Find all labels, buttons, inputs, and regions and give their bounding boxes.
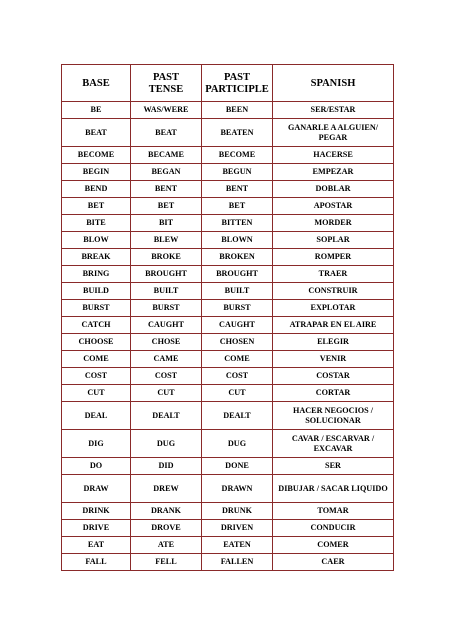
cell-spanish: VENIR (273, 351, 394, 368)
cell-spanish: EMPEZAR (273, 164, 394, 181)
cell-past-participle: BURST (202, 300, 273, 317)
table-row (62, 266, 394, 283)
cell-spanish: CORTAR (273, 385, 394, 402)
cell-spanish: COMER (273, 537, 394, 554)
cell-past-participle: EATEN (202, 537, 273, 554)
cell-past-tense: DEALT (131, 402, 202, 430)
cell-past-tense: BURST (131, 300, 202, 317)
cell-past-tense: WAS/WERE (131, 102, 202, 119)
cell-past-tense: BIT (131, 215, 202, 232)
table-row (62, 300, 394, 317)
table-row (62, 198, 394, 215)
column-header-spanish (273, 65, 394, 102)
cell-spanish: SOPLAR (273, 232, 394, 249)
cell-spanish: CONSTRUIR (273, 283, 394, 300)
cell-base: DEAL (62, 402, 131, 430)
cell-base: CATCH (62, 317, 131, 334)
cell-spanish: COSTAR (273, 368, 394, 385)
cell-past-participle: DRAWN (202, 475, 273, 503)
cell-past-participle: BEEN (202, 102, 273, 119)
table-row (62, 317, 394, 334)
cell-past-tense: BLEW (131, 232, 202, 249)
cell-past-participle: BEATEN (202, 119, 273, 147)
cell-past-participle: CAUGHT (202, 317, 273, 334)
cell-base: DRIVE (62, 520, 131, 537)
cell-spanish: TOMAR (273, 503, 394, 520)
cell-spanish: TRAER (273, 266, 394, 283)
cell-spanish: GANARLE A ALGUIEN/ PEGAR (273, 119, 394, 147)
cell-past-tense: BEAT (131, 119, 202, 147)
cell-past-tense: BEGAN (131, 164, 202, 181)
cell-base: FALL (62, 554, 131, 571)
cell-past-tense: COST (131, 368, 202, 385)
cell-spanish: CAER (273, 554, 394, 571)
irregular-verbs-table (61, 64, 394, 571)
cell-past-participle: BLOWN (202, 232, 273, 249)
table-row (62, 351, 394, 368)
cell-past-tense: CAUGHT (131, 317, 202, 334)
cell-past-participle: BEGUN (202, 164, 273, 181)
table-row (62, 430, 394, 458)
verb-table-container (61, 64, 394, 571)
column-header-past-participle (202, 65, 273, 102)
cell-spanish: DIBUJAR / SACAR LIQUIDO (273, 475, 394, 503)
cell-spanish: EXPLOTAR (273, 300, 394, 317)
cell-past-participle: DRUNK (202, 503, 273, 520)
table-header-row (62, 65, 394, 102)
cell-past-participle: CUT (202, 385, 273, 402)
header-text: PAST (152, 71, 180, 83)
table-row (62, 119, 394, 147)
cell-base: DRAW (62, 475, 131, 503)
cell-past-tense: DID (131, 458, 202, 475)
cell-spanish: ELEGIR (273, 334, 394, 351)
cell-past-tense: BECAME (131, 147, 202, 164)
cell-past-tense: DROVE (131, 520, 202, 537)
cell-past-participle: BUILT (202, 283, 273, 300)
cell-past-participle: FALLEN (202, 554, 273, 571)
cell-past-tense: ATE (131, 537, 202, 554)
cell-base: COME (62, 351, 131, 368)
cell-spanish: APOSTAR (273, 198, 394, 215)
cell-spanish: ROMPER (273, 249, 394, 266)
cell-past-tense: BUILT (131, 283, 202, 300)
column-header-base (62, 65, 131, 102)
table-row (62, 232, 394, 249)
cell-base: BE (62, 102, 131, 119)
cell-past-tense: CAME (131, 351, 202, 368)
cell-past-tense: BENT (131, 181, 202, 198)
cell-base: CUT (62, 385, 131, 402)
cell-past-tense: BROKE (131, 249, 202, 266)
cell-past-participle: CHOSEN (202, 334, 273, 351)
cell-past-participle: DEALT (202, 402, 273, 430)
cell-base: BURST (62, 300, 131, 317)
cell-spanish: SER (273, 458, 394, 475)
cell-past-participle: BENT (202, 181, 273, 198)
header-text: TENSE (148, 83, 184, 95)
table-row (62, 503, 394, 520)
header-text: PARTICIPLE (205, 83, 269, 95)
cell-base: COST (62, 368, 131, 385)
cell-spanish: ATRAPAR EN EL AIRE (273, 317, 394, 334)
table-row (62, 520, 394, 537)
cell-spanish: SER/ESTAR (273, 102, 394, 119)
table-row (62, 334, 394, 351)
cell-base: BUILD (62, 283, 131, 300)
cell-past-tense: BROUGHT (131, 266, 202, 283)
cell-past-participle: DRIVEN (202, 520, 273, 537)
cell-base: BRING (62, 266, 131, 283)
table-row (62, 181, 394, 198)
cell-past-participle: BROUGHT (202, 266, 273, 283)
column-header-past-tense (131, 65, 202, 102)
cell-base: CHOOSE (62, 334, 131, 351)
cell-past-participle: BET (202, 198, 273, 215)
cell-base: BITE (62, 215, 131, 232)
cell-past-tense: CUT (131, 385, 202, 402)
table-row (62, 249, 394, 266)
table-row (62, 537, 394, 554)
cell-past-tense: CHOSE (131, 334, 202, 351)
cell-spanish: MORDER (273, 215, 394, 232)
cell-past-tense: DREW (131, 475, 202, 503)
table-row (62, 147, 394, 164)
cell-spanish: CAVAR / ESCARVAR / EXCAVAR (273, 430, 394, 458)
cell-past-participle: BROKEN (202, 249, 273, 266)
cell-past-participle: BECOME (202, 147, 273, 164)
cell-base: BREAK (62, 249, 131, 266)
cell-past-participle: COME (202, 351, 273, 368)
cell-base: DRINK (62, 503, 131, 520)
cell-past-tense: FELL (131, 554, 202, 571)
cell-past-participle: DUG (202, 430, 273, 458)
cell-base: BEAT (62, 119, 131, 147)
cell-past-tense: DUG (131, 430, 202, 458)
table-row (62, 458, 394, 475)
table-row (62, 102, 394, 119)
cell-past-tense: DRANK (131, 503, 202, 520)
table-row (62, 368, 394, 385)
cell-spanish: DOBLAR (273, 181, 394, 198)
cell-base: BET (62, 198, 131, 215)
cell-base: BLOW (62, 232, 131, 249)
header-text: PAST (223, 71, 251, 83)
table-row (62, 215, 394, 232)
table-row (62, 554, 394, 571)
table-body (62, 102, 394, 571)
table-row (62, 385, 394, 402)
header-text: BASE (82, 77, 110, 89)
cell-base: EAT (62, 537, 131, 554)
table-row (62, 164, 394, 181)
header-text: SPANISH (310, 77, 356, 89)
cell-spanish: CONDUCIR (273, 520, 394, 537)
cell-base: BECOME (62, 147, 131, 164)
table-row (62, 475, 394, 503)
cell-past-tense: BET (131, 198, 202, 215)
cell-base: DO (62, 458, 131, 475)
cell-past-participle: COST (202, 368, 273, 385)
cell-spanish: HACER NEGOCIOS / SOLUCIONAR (273, 402, 394, 430)
cell-base: BEND (62, 181, 131, 198)
table-row (62, 283, 394, 300)
table-row (62, 402, 394, 430)
cell-past-participle: BITTEN (202, 215, 273, 232)
cell-spanish: HACERSE (273, 147, 394, 164)
cell-base: DIG (62, 430, 131, 458)
cell-past-participle: DONE (202, 458, 273, 475)
cell-base: BEGIN (62, 164, 131, 181)
